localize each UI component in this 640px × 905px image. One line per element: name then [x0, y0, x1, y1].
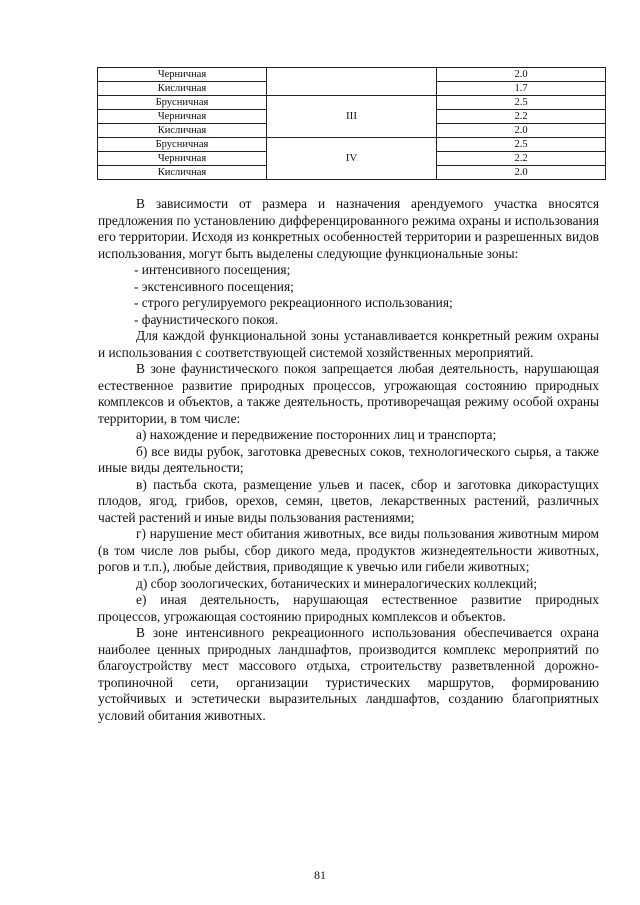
class-cell: IV — [267, 138, 437, 180]
value-cell: 2.0 — [437, 68, 606, 82]
page-number: 81 — [314, 868, 326, 882]
value-cell: 2.2 — [437, 110, 606, 124]
table-row — [98, 96, 606, 110]
forest-type-cell: Брусничная — [98, 138, 267, 152]
table-row — [98, 68, 606, 82]
zone-list-item: - интенсивного посещения; — [134, 262, 291, 277]
forest-type-cell: Черничная — [98, 152, 267, 166]
forest-type-cell: Черничная — [98, 68, 267, 82]
value-cell: 1.7 — [437, 82, 606, 96]
forest-type-cell: Черничная — [98, 110, 267, 124]
value-cell: 2.0 — [437, 166, 606, 180]
zone-list-item: - строго регулируемого рекреационного использования; — [134, 295, 453, 310]
paragraph: Для каждой функциональной зоны устанавливается конкретный режим охраны и использования с соответствующей системой хозяйственных мероприятий. — [98, 328, 599, 360]
class-cell: III — [267, 96, 437, 138]
restriction-item: в) пастьба скота, размещение ульев и пасек, сбор и заготовка дикорастущих плодов, ягод, грибов, орехов, семян, цветов, лекарственных растений, различных частей растений и иные виды пользования растениями; — [98, 476, 599, 525]
forest-type-cell: Кисличная — [98, 124, 267, 138]
value-cell: 2.5 — [437, 96, 606, 110]
paragraph: В зоне интенсивного рекреационного использования обеспечивается охрана наиболее ценных природных ландшафтов, производится комплекс мероприятий по благоустройству мест массового отдыха, строительству разветвленной дорожно-тропиночной сети, организации туристических маршрутов, формированию устойчивых и эстетически выразительных ландшафтов, созданию благоприятных условий обитания животных. — [98, 625, 599, 723]
restriction-item: б) все виды рубок, заготовка древесных соков, технологического сырья, а также иные виды деятельности; — [98, 443, 599, 475]
forest-type-cell: Кисличная — [98, 82, 267, 96]
forest-type-cell: Кисличная — [98, 166, 267, 180]
restriction-item: г) нарушение мест обитания животных, все виды пользования животным миром (в том числе лов рыбы, сбор дикого меда, продуктов жизнедеятельности животных, рогов и т.п.), любые действия, приводящие к увечью или гибели животных; — [98, 526, 599, 574]
restriction-item: а) нахождение и передвижение посторонних лиц и транспорта; — [136, 427, 497, 442]
zone-list-item: - экстенсивного посещения; — [134, 278, 294, 294]
body-text — [98, 196, 599, 724]
value-cell: 2.2 — [437, 152, 606, 166]
paragraph: В зависимости от размера и назначения арендуемого участка вносятся предложения по установлению дифференцированного режима охраны и использования его территории. Исходя из конкретных особенностей территории и разрешенных видов использования, могут быть выделены следующие функциональные зоны: — [98, 196, 599, 261]
restriction-item: д) сбор зоологических, ботанических и минералогических коллекций; — [136, 575, 538, 591]
value-cell: 2.0 — [437, 124, 606, 138]
restriction-item: е) иная деятельность, нарушающая естественное развитие природных процессов, угрожающая состоянию природных комплексов и объектов. — [98, 592, 599, 624]
value-cell: 2.5 — [437, 138, 606, 152]
class-cell — [267, 68, 437, 96]
paragraph: В зоне фаунистического покоя запрещается любая деятельность, нарушающая естественное развитие природных процессов, угрожающая состоянию природных комплексов и объектов, а также деятельность, противоречащая режиму особой охраны территории, в том числе: — [98, 361, 599, 426]
zone-list-item: - фаунистического покоя. — [134, 311, 279, 327]
forest-type-cell: Брусничная — [98, 96, 267, 110]
table-row — [98, 138, 606, 152]
forest-type-table — [97, 67, 606, 180]
